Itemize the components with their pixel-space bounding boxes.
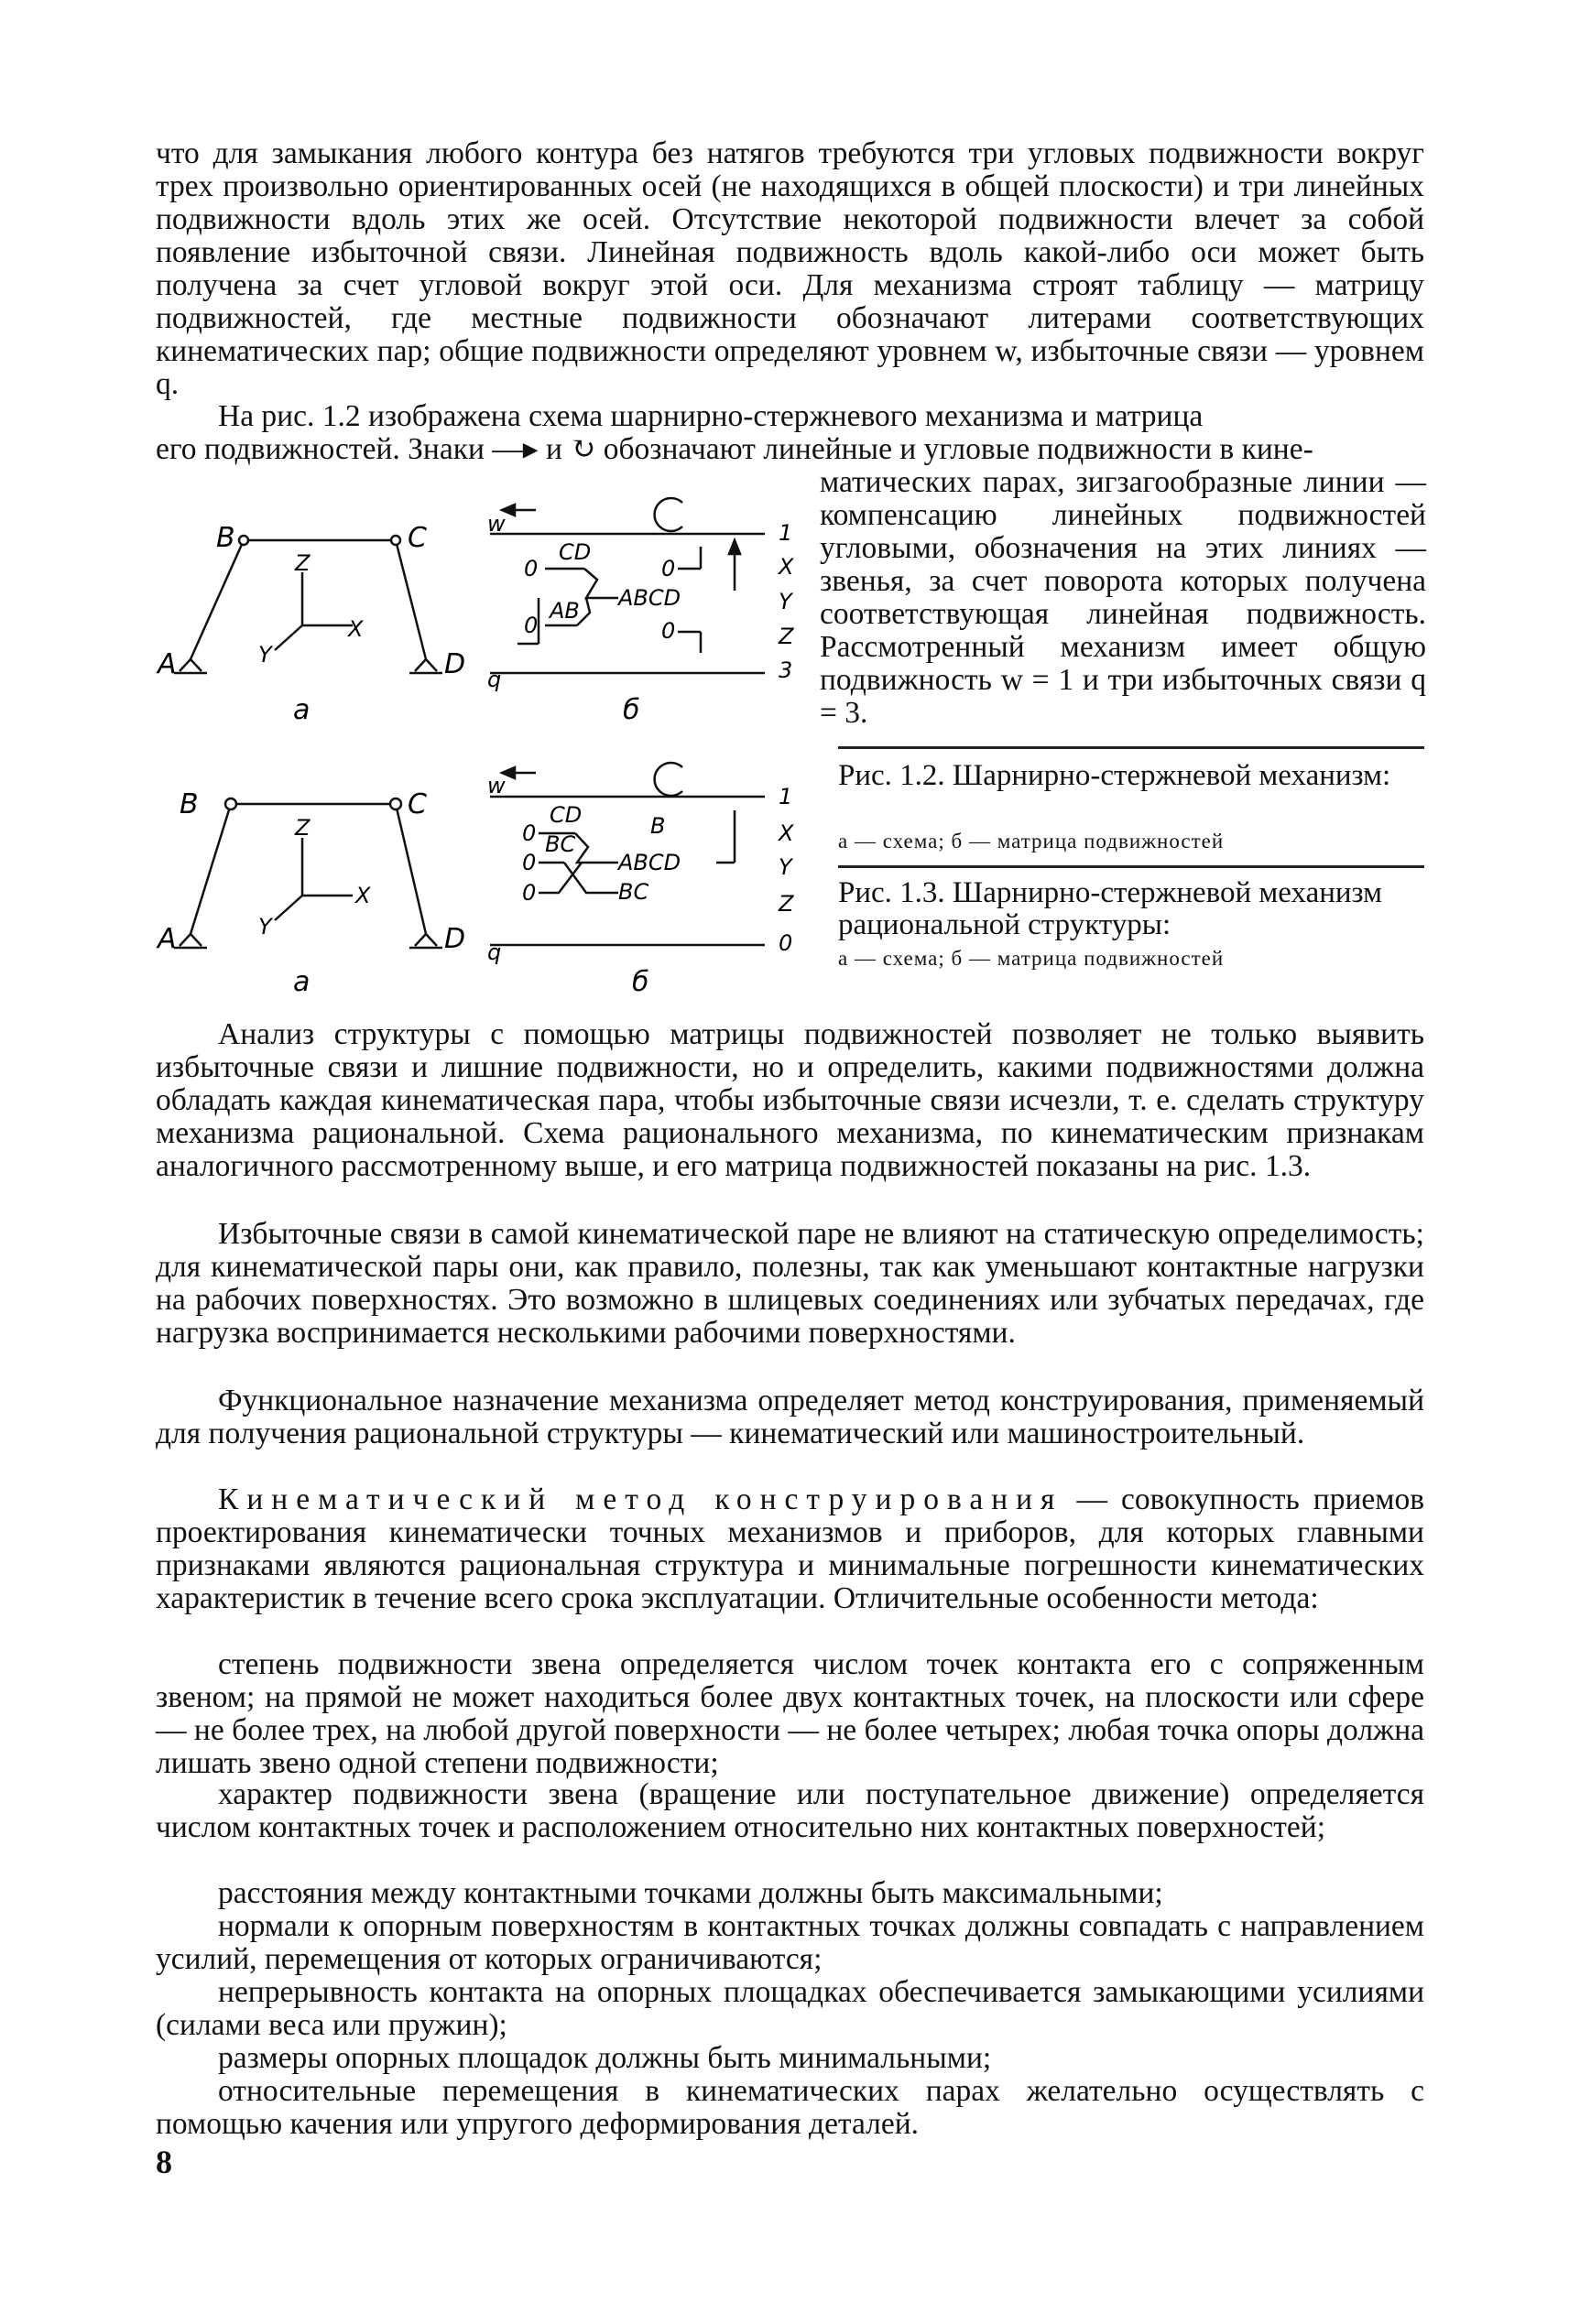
- fig12-label-B: B: [216, 522, 235, 554]
- fig12-matrix-row-X: X: [779, 554, 794, 580]
- term-kinematic-method: Кинематический метод конструирования: [218, 1482, 1063, 1516]
- fig13-matrix-row-Y: Y: [779, 854, 792, 880]
- paragraph-intro: что для замыкания любого контура без натягов требуются три угловых подвижности вокруг трех произвольно ориентированных осей (не находящихся в общей плоскости) и три линейных подвижности вдоль этих же осей. Отсутствие некоторой подвижности влечет за собой появление избыточной связи. Линейная подвижность вдоль какой-либо оси может быть получена за счет угловой вокруг этой оси. Для механизма строят таблицу — матрицу подвижностей, где местные подвижности обозначают литерами соответствующих кинематических пар; общие подвижности определяют уровнем w, избыточные связи — уровнем q.: [156, 136, 1424, 401]
- fig13-label-Z: Z: [295, 815, 311, 841]
- fig13-matrix-zero-2: 0: [522, 850, 537, 875]
- fig13-label-B: B: [180, 788, 199, 820]
- fig13-label-A: A: [158, 923, 177, 955]
- fig13-matrix-B: B: [650, 813, 666, 839]
- fig13-matrix-zero-1: 0: [522, 820, 537, 846]
- paragraph-fig12-line1: На рис. 1.2 изображена схема шарнирно-стержневого механизма и матрица: [218, 399, 1204, 433]
- fig12-matrix-zero-4: 0: [661, 618, 676, 644]
- fig12-label-A: A: [158, 648, 177, 680]
- paragraph-analysis: Анализ структуры с помощью матрицы подвижностей позволяет не только выявить избыточные связи и лишние подвижности, но и определить, какими подвижностями должна обладать каждая кинематическая пара, чтобы избыточные связи исчезли, т. е. сделать структуру механизма рациональной. Схема рационального механизма, по кинематическим признакам аналогичного рассмотренному выше, и его матрица подвижностей показаны на рис. 1.3.: [156, 1017, 1424, 1183]
- fig12-caption-title: Рис. 1.2. Шарнирно-стержневой механизм:: [838, 759, 1391, 792]
- fig13-matrix-row-1: 1: [779, 784, 793, 809]
- list-item-4: нормали к опорным поверхностям в контактных точках должны совпадать с направлением усилий, перемещения от которых ограничиваются;: [156, 1909, 1424, 1976]
- fig13-matrix-CD: CD: [550, 802, 583, 828]
- fig12-matrix-w: w: [487, 511, 506, 537]
- list-item-1: степень подвижности звена определяется числом точек контакта его с сопряженным звеном; на прямой не может находиться более двух контактных точек, на плоскости или сфере — не более трех, на любой другой поверхности — не более четырех; любая точка опоры должна лишать звено одной степени подвижности;: [156, 1647, 1424, 1780]
- fig13-caption-a: а: [293, 966, 311, 998]
- fig13-label-X: X: [355, 883, 371, 908]
- caption-rule-1: [838, 746, 1424, 749]
- fig12-matrix-zero-1: 0: [524, 556, 539, 581]
- fig13-matrix-row-0: 0: [779, 930, 793, 956]
- fig13-matrix-ABCD: ABCD: [618, 850, 681, 875]
- fig12-caption-b: б: [623, 694, 640, 726]
- fig12-matrix-row-3: 3: [779, 657, 793, 683]
- fig12-label-D: D: [444, 648, 466, 680]
- fig12-matrix-zero-2: 0: [524, 613, 539, 638]
- paragraph-kinematic-method: [156, 1483, 1424, 1615]
- fig12-label-C: C: [408, 522, 427, 554]
- fig12-matrix-row-Y: Y: [779, 589, 792, 614]
- list-item-5: непрерывность контакта на опорных площадках обеспечивается замыкающими усилиями (силами веса или пружин);: [156, 1975, 1424, 2042]
- fig12-label-Y: Y: [258, 642, 272, 668]
- paragraph-fig12-line2: его подвижностей. Знаки —▸ и ↻ обозначают линейные и угловые подвижности в кине-: [156, 432, 1313, 466]
- fig13-matrix-q: q: [487, 939, 502, 965]
- fig12-matrix-q: q: [487, 667, 502, 692]
- fig12-matrix-ABCD: ABCD: [618, 585, 681, 611]
- fig13-matrix-row-X: X: [779, 820, 794, 846]
- kinematic-method-definition: — совокупность приемов проектирования кинематически точных механизмов и приборов, для которых главными признаками являются рациональная структура и минимальные погрешности кинематических характеристик в течение всего срока эксплуатации. Отличительные особенности метода:: [156, 1482, 1425, 1615]
- fig13-matrix-BC-2: BC: [618, 879, 649, 905]
- fig13-label-D: D: [444, 923, 466, 955]
- paragraph-redundant-constraints: Избыточные связи в самой кинематической паре не влияют на статическую определимость; для кинематической пары они, как правило, полезны, так как уменьшают контактные нагрузки на рабочих поверхностях. Это возможно в шлицевых соединениях или зубчатых передачах, где нагрузка воспринимается несколькими рабочими поверхностями.: [156, 1217, 1424, 1350]
- fig13-caption-b: б: [632, 966, 649, 998]
- figure-1-3: [156, 760, 815, 1007]
- fig12-caption-a: а: [293, 694, 311, 726]
- fig13-matrix-w: w: [487, 773, 506, 798]
- fig12-matrix-zero-3: 0: [661, 556, 676, 581]
- fig13-matrix-row-Z: Z: [779, 891, 794, 917]
- paragraph-functional-purpose: Функциональное назначение механизма определяет метод конструирования, применяемый для получения рациональной структуры — кинематический или машиностроительный.: [156, 1384, 1424, 1450]
- fig13-label-Y: Y: [258, 914, 272, 939]
- list-item-6: размеры опорных площадок должны быть минимальными;: [218, 2041, 992, 2075]
- fig12-matrix-AB: AB: [550, 598, 580, 624]
- list-item-2: характер подвижности звена (вращение или поступательное движение) определяется числом контактных точек и расположением относительно них контактных поверхностей;: [156, 1777, 1424, 1844]
- fig12-matrix-row-Z: Z: [779, 624, 794, 649]
- fig12-matrix-CD: CD: [559, 539, 592, 565]
- fig13-matrix-BC: BC: [545, 831, 576, 857]
- list-item-7: относительные перемещения в кинематических парах желательно осуществлять с помощью качения или упругого деформирования деталей.: [156, 2074, 1424, 2141]
- fig13-caption-sub: а — схема; б — матрица подвижностей: [838, 947, 1225, 970]
- page-number: 8: [156, 2144, 172, 2180]
- paragraph-fig12-rest: матических парах, зигзагообразные линии — компенсацию линейных подвижностей угловыми, обозначения на этих линиях — звенья, за счет поворота которых получена соответствующая линейная подвижность. Рассмотренный механизм имеет общую подвижность w = 1 и три избыточных связи q = 3.: [820, 465, 1426, 730]
- fig12-matrix-row-1: 1: [779, 520, 793, 546]
- figure-1-2: [156, 490, 815, 746]
- fig12-label-X: X: [348, 616, 364, 642]
- fig13-caption-title: Рис. 1.3. Шарнирно-стержневой механизм рациональной структуры:: [838, 876, 1382, 941]
- fig12-label-Z: Z: [295, 550, 311, 576]
- fig13-label-C: C: [408, 788, 427, 820]
- fig13-matrix-zero-3: 0: [522, 880, 537, 906]
- caption-rule-2: [838, 865, 1424, 868]
- list-item-3: расстояния между контактными точками должны быть максимальными;: [218, 1876, 1163, 1910]
- fig12-caption-sub: а — схема; б — матрица подвижностей: [838, 830, 1225, 852]
